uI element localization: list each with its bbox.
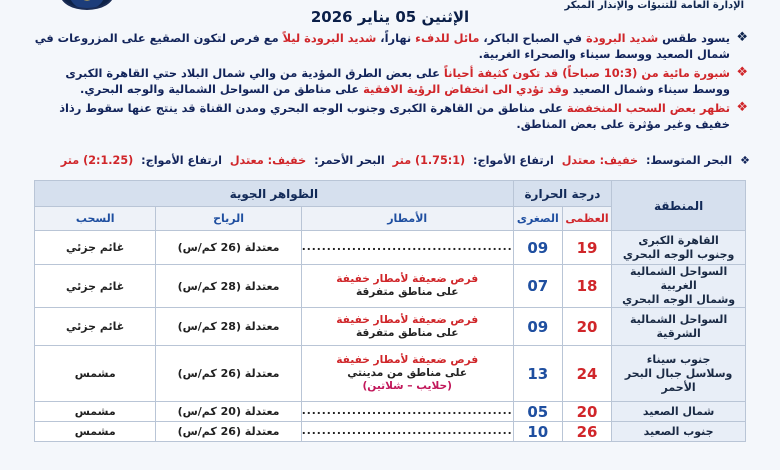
min-temp-cell	[513, 346, 562, 402]
min-temp-cell	[513, 231, 562, 265]
wind-value: معتدلة (28 كم/س)	[177, 320, 280, 333]
bullet-run: شديد البرودة	[586, 31, 659, 45]
header-region: المنطقة	[612, 181, 746, 231]
bullet-run: وقد تؤدي الى انخفاض الرؤية الافقية	[363, 82, 569, 96]
rain-line-2: ..........................................	[301, 405, 513, 417]
bullet-run: نهاراً،	[376, 31, 416, 45]
bullet-run: قد ينتج عنها سقوط رذاذ خفيف وغير مؤثرة	[59, 101, 730, 131]
min-temp: 09	[527, 317, 549, 336]
min-temp-cell	[513, 265, 562, 308]
rain-line-2: ..........................................	[301, 425, 513, 437]
med-wave-label: ارتفاع الأمواج:	[473, 154, 554, 167]
diamond-bullet-icon: ❖	[736, 100, 748, 115]
region-line-2: وشمال الوجه البحري	[622, 293, 736, 306]
min-temp: 09	[527, 238, 549, 257]
cloud-cell	[35, 308, 156, 346]
max-temp: 20	[576, 317, 598, 336]
max-temp: 19	[576, 238, 598, 257]
bullet-text	[35, 31, 730, 61]
min-temp-cell	[513, 402, 562, 422]
cloud-cell	[35, 422, 156, 442]
region-cell	[612, 308, 746, 346]
rain-cell	[301, 265, 513, 308]
wind-cell	[156, 308, 301, 346]
rain-line-1: فرص ضعيفة لأمطار خفيفة	[336, 313, 479, 326]
wind-cell	[156, 265, 301, 308]
header-min: الصغرى	[513, 207, 562, 231]
wind-cell	[156, 422, 301, 442]
rain-line-2: على مناطق متفرقة	[355, 326, 459, 339]
wind-cell	[156, 402, 301, 422]
table-row	[35, 402, 746, 422]
rain-line-2: على مناطق من مدينتي	[347, 367, 468, 379]
region-cell	[612, 402, 746, 422]
rain-cell	[301, 308, 513, 346]
region-line-1: السواحل الشمالية الغربية	[629, 265, 728, 292]
bullet-run: ليلاً	[278, 31, 305, 45]
date-title: الإثنين 05 يناير 2026	[310, 8, 470, 26]
region-line-1: السواحل الشمالية الشرقية	[629, 312, 728, 340]
agency-name: الإدارة العامة للتنبؤات والإنذار المبكر	[564, 0, 744, 11]
red-wave-label: ارتفاع الأمواج:	[141, 154, 222, 167]
rain-line-3: (حلايب – شلاتين)	[362, 380, 452, 392]
bullet-run: في الصباح الباكر،	[479, 31, 586, 45]
max-temp-cell	[562, 231, 611, 265]
bullet-fog	[30, 65, 748, 97]
wind-value: معتدلة (26 كم/س)	[177, 367, 280, 380]
bullet-run: شبورة مائية من (10:3 صباحاً)	[558, 66, 730, 80]
diamond-bullet-icon: ❖	[739, 154, 750, 167]
cloud-value: مشمس	[74, 405, 116, 418]
bullet-run: مائل للدفء	[415, 31, 480, 45]
diamond-bullet-icon: ❖	[736, 30, 748, 45]
diamond-bullet-icon: ❖	[736, 65, 748, 80]
sea-state	[30, 154, 750, 167]
bullet-run: قد تكون كثيفة أحياناً	[443, 66, 559, 80]
rain-line-1: فرص ضعيفة لأمطار خفيفة	[336, 273, 479, 285]
max-temp-cell	[562, 402, 611, 422]
header-max: العظمى	[562, 207, 611, 231]
header-cloud: السحب	[35, 207, 156, 231]
header-weather: الظواهر الجوية	[35, 181, 514, 207]
bullet-temperature	[30, 30, 748, 62]
cloud-value: غائم جزئي	[66, 320, 125, 333]
table-row	[35, 265, 746, 308]
min-temp: 05	[527, 402, 549, 421]
rain-line-1: فرص ضعيفة لأمطار خفيفة	[336, 354, 479, 366]
min-temp-cell	[513, 422, 562, 442]
header-rain: الأمطار	[301, 207, 513, 231]
bullet-run: تظهر بعض السحب المنخفضة	[566, 101, 730, 115]
rain-cell	[301, 346, 513, 402]
min-temp: 10	[527, 422, 549, 441]
region-cell	[612, 231, 746, 265]
cloud-cell	[35, 265, 156, 308]
bullet-run: مع فرص لتكون الصقيع على المزروعات في شمال الصعيد ووسط سيناء والصحراء الغربية.	[34, 31, 730, 61]
wind-value: معتدلة (28 كم/س)	[177, 279, 280, 293]
wind-cell	[156, 231, 301, 265]
rain-line-2: ..........................................	[301, 241, 513, 253]
cloud-cell	[35, 231, 156, 265]
region-line-2: وسلاسل جبال البحر الأحمر	[624, 366, 733, 394]
min-temp: 13	[527, 364, 549, 383]
bullet-text	[59, 101, 730, 131]
table-row	[35, 308, 746, 346]
bullet-run: على بعض المناطق.	[516, 117, 629, 131]
rain-cell	[301, 402, 513, 422]
med-sea-state: خفيف: معتدل	[561, 154, 639, 167]
max-temp-cell	[562, 346, 611, 402]
region-cell	[612, 265, 746, 308]
forecast-table	[34, 180, 746, 442]
max-temp-cell	[562, 308, 611, 346]
bullet-run: على بعض الطرق المؤدية من والي شمال البلاد حتي القاهرة الكبرى ووسط سيناء وشمال الصعيد	[65, 66, 730, 96]
wind-value: معتدلة (20 كم/س)	[177, 405, 280, 418]
min-temp: 07	[527, 277, 549, 295]
region-line-2: وجنوب الوجه البحري	[622, 247, 735, 261]
wind-cell	[156, 346, 301, 402]
table-body	[35, 231, 746, 442]
bullet-run: على مناطق من القاهرة الكبرى وجنوب الوجه البحري ومدن القناة	[195, 101, 567, 115]
table-header-row	[35, 181, 746, 207]
region-line-1: شمال الصعيد	[642, 404, 715, 418]
max-temp: 18	[576, 277, 598, 295]
wind-value: معتدلة (26 كم/س)	[177, 241, 280, 254]
max-temp: 26	[576, 422, 598, 441]
rain-line-2: على مناطق متفرقة	[355, 286, 459, 298]
forecast-bullets	[30, 30, 748, 135]
cloud-cell	[35, 346, 156, 402]
max-temp: 20	[576, 402, 598, 421]
bullet-text	[65, 66, 730, 96]
cloud-value: غائم جزئي	[66, 241, 125, 254]
max-temp-cell	[562, 422, 611, 442]
region-cell	[612, 346, 746, 402]
header-wind: الرياح	[156, 207, 301, 231]
region-line-1: جنوب الصعيد	[643, 424, 714, 438]
bullet-run: يسود طقس	[658, 31, 730, 45]
cloud-value: غائم جزئي	[66, 279, 125, 293]
cloud-cell	[35, 402, 156, 422]
max-temp: 24	[576, 364, 598, 383]
header-temperature: درجة الحرارة	[513, 181, 611, 207]
min-temp-cell	[513, 308, 562, 346]
red-wave-value: (2:1.25) متر	[60, 154, 134, 167]
region-line-1: جنوب سيناء	[646, 352, 711, 366]
med-wave-value: (1.75:1) متر	[392, 154, 466, 167]
bullet-run: شديد البرودة	[304, 31, 377, 45]
max-temp-cell	[562, 265, 611, 308]
cloud-value: مشمس	[74, 367, 116, 380]
red-sea-state: خفيف: معتدل	[229, 154, 307, 167]
rain-cell	[301, 231, 513, 265]
table-row	[35, 422, 746, 442]
red-sea-label: البحر الأحمر:	[314, 154, 385, 167]
rain-cell	[301, 422, 513, 442]
cloud-value: مشمس	[74, 425, 116, 438]
table-row	[35, 346, 746, 402]
med-sea-label: البحر المتوسط:	[645, 154, 733, 167]
bullet-clouds	[30, 100, 748, 132]
bullet-run: على مناطق من السواحل الشمالية والوجه البحري.	[80, 82, 364, 96]
region-line-1: القاهرة الكبرى	[638, 233, 719, 247]
wind-value: معتدلة (26 كم/س)	[177, 425, 280, 438]
region-cell	[612, 422, 746, 442]
table-row	[35, 231, 746, 265]
